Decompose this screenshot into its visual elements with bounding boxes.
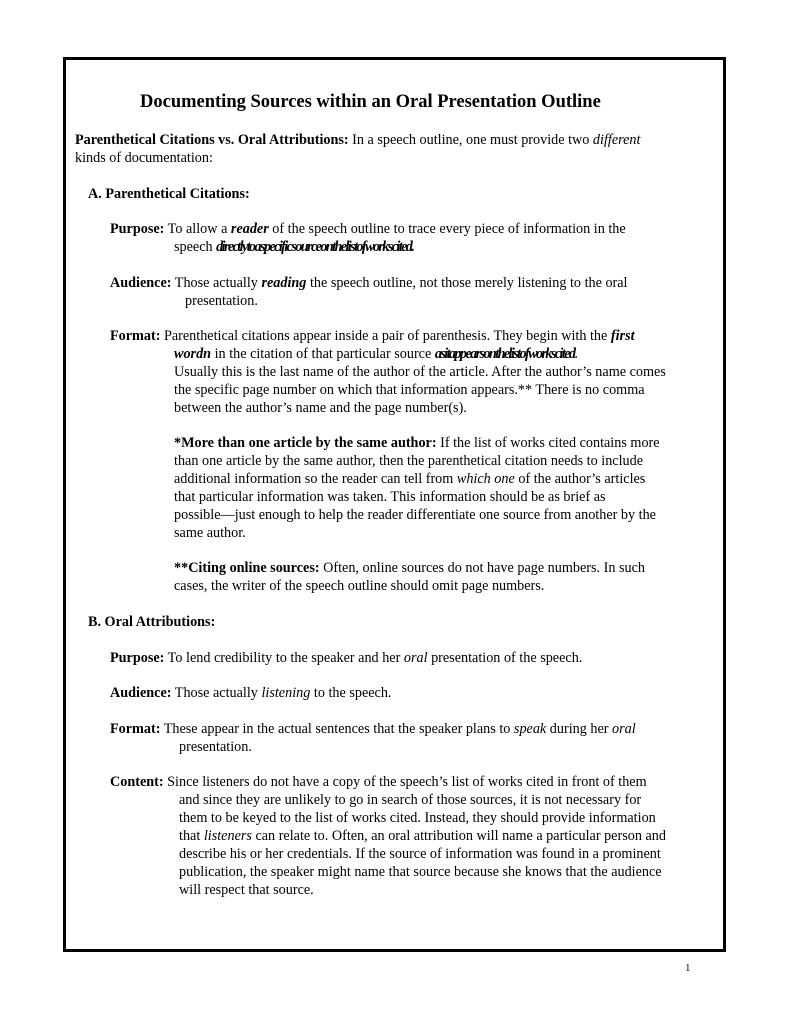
b-format-line-1: Format: These appear in the actual sentences that the speaker plans to speak during her oral bbox=[110, 721, 636, 737]
b-content-line-1: Content: Since listeners do not have a copy of the speech’s list of works cited in front of them bbox=[110, 774, 647, 790]
section-a-heading: A. Parenthetical Citations: bbox=[88, 186, 250, 202]
a-note2-line-1: **Citing online sources: Often, online sources do not have page numbers. In such bbox=[174, 560, 646, 576]
a-format-line-2: wordn in the citation of that particular source asitappearsonthelistofworkscited. bbox=[174, 346, 578, 362]
a-audience-line-2: presentation. bbox=[185, 293, 258, 309]
b-purpose-line: Purpose: To lend credibility to the speaker and her oral presentation of the speech. bbox=[110, 650, 583, 666]
intro-emphasis: different bbox=[592, 132, 641, 148]
b-content-line-4: that listeners can relate to. Often, an oral attribution will name a particular person and bbox=[179, 828, 666, 844]
b-content-line-5: describe his or her credentials. If the source of information was found in a prominent bbox=[179, 846, 661, 862]
b-format-line-2: presentation. bbox=[179, 739, 252, 755]
intro-text: In a speech outline, one must provide two bbox=[348, 132, 593, 148]
b-content-line-7: will respect that source. bbox=[179, 882, 314, 898]
a-purpose-line-1: Purpose: To allow a reader of the speech outline to trace every piece of information in the bbox=[110, 221, 626, 237]
a-audience-line-1: Audience: Those actually reading the speech outline, not those merely listening to the oral bbox=[110, 275, 628, 291]
a-format-line-3: Usually this is the last name of the author of the article. After the author’s name comes bbox=[174, 364, 666, 380]
a-note2-label: **Citing online sources: bbox=[174, 560, 320, 576]
intro-line-2: kinds of documentation: bbox=[75, 150, 213, 166]
a-note1-line-1: *More than one article by the same author: If the list of works cited contains more bbox=[174, 435, 660, 451]
a-purpose-label: Purpose: bbox=[110, 221, 165, 237]
a-note1-line-3: additional information so the reader can tell from which one of the author’s articles bbox=[174, 471, 646, 487]
a-note2-line-2: cases, the writer of the speech outline should omit page numbers. bbox=[174, 578, 545, 594]
b-content-line-6: publication, the speaker might name that source because she knows that the audience bbox=[179, 864, 662, 880]
a-format-label: Format: bbox=[110, 328, 161, 344]
a-format-line-5: between the author’s name and the page number(s). bbox=[174, 400, 467, 416]
b-content-line-3: them to be keyed to the list of works cited. Instead, they should provide information bbox=[179, 810, 656, 826]
b-content-label: Content: bbox=[110, 774, 164, 790]
a-note1-line-4: that particular information was taken. This information should be as brief as bbox=[174, 489, 606, 505]
b-audience-label: Audience: bbox=[110, 685, 172, 701]
a-note1-line-2: than one article by the same author, then the parenthetical citation needs to include bbox=[174, 453, 644, 469]
a-note1-line-5: possible—just enough to help the reader differentiate one source from another by the bbox=[174, 507, 656, 523]
a-format-line-4: the specific page number on which that information appears.** There is no comma bbox=[174, 382, 645, 398]
b-content-line-2: and since they are unlikely to go in search of those sources, it is not necessary for bbox=[179, 792, 642, 808]
b-audience-line: Audience: Those actually listening to the speech. bbox=[110, 685, 392, 701]
a-format-line-1: Format: Parenthetical citations appear inside a pair of parenthesis. They begin with the first bbox=[110, 328, 635, 344]
intro-lead: Parenthetical Citations vs. Oral Attributions: bbox=[75, 132, 349, 148]
page-number: 1 bbox=[685, 962, 691, 974]
document-title: Documenting Sources within an Oral Presentation Outline bbox=[140, 92, 601, 112]
a-note1-label: *More than one article by the same author: bbox=[174, 435, 437, 451]
b-format-label: Format: bbox=[110, 721, 161, 737]
intro-line-1 bbox=[75, 131, 640, 149]
a-purpose-line-2: speech directlytoaspecificsourceonthelistofworkscited. bbox=[174, 239, 414, 255]
b-purpose-label: Purpose: bbox=[110, 650, 165, 666]
section-b-heading: B. Oral Attributions: bbox=[88, 614, 216, 630]
a-note1-line-6: same author. bbox=[174, 525, 246, 541]
a-audience-label: Audience: bbox=[110, 275, 172, 291]
